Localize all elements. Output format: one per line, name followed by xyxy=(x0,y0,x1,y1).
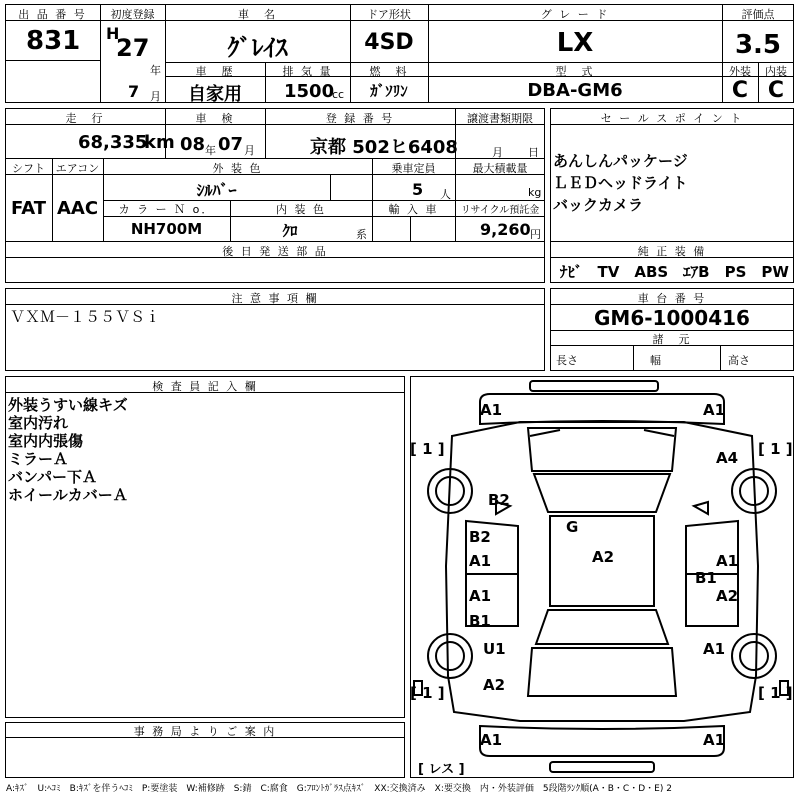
int-color: ｸﾛ xyxy=(282,222,298,240)
recycle-label: リサイクル預託金 xyxy=(460,205,540,216)
displacement: 1500 xyxy=(284,81,335,102)
import-label: 輸 入 車 xyxy=(388,203,439,216)
interior-grade: C xyxy=(767,78,785,103)
damage-mark: A1 xyxy=(703,640,726,658)
sales-point-item: あんしんパッケージ xyxy=(553,152,688,170)
damage-mark: B1 xyxy=(695,569,717,587)
damage-mark: B2 xyxy=(488,491,510,509)
equipment: ﾅﾋﾞ TV ABS ｴｱB PS PW xyxy=(560,263,789,281)
damage-mark: A2 xyxy=(483,676,506,694)
shift-label: シフト xyxy=(12,162,45,175)
fuel: ｶﾞｿﾘﾝ xyxy=(370,82,408,100)
mileage-label: 走 行 xyxy=(65,112,105,125)
reg-year: 27 xyxy=(116,34,150,62)
history-label: 車 歴 xyxy=(195,65,235,78)
tire-front-left: [ 1 ] xyxy=(410,440,445,458)
mileage: 68,335 xyxy=(78,132,148,153)
era: H xyxy=(106,24,120,43)
inspector-note: 外装うすい線キズ xyxy=(8,396,128,414)
sales-point-item: ＬＥＤヘッドライト xyxy=(553,174,688,192)
chassis-number: GM6-1000416 xyxy=(594,306,750,330)
damage-mark: B2 xyxy=(469,528,491,546)
damage-mark: A4 xyxy=(716,449,739,467)
color-no: NH700M xyxy=(130,220,203,238)
ext-color-label: 外 装 色 xyxy=(212,162,263,175)
damage-mark: A2 xyxy=(592,548,615,566)
car-name-label: 車 名 xyxy=(238,8,277,21)
chassis-label: 車 台 番 号 xyxy=(637,292,707,305)
int-color-label: 内 装 色 xyxy=(276,203,326,216)
plate-label: 登 録 番 号 xyxy=(325,112,395,125)
sales-point-item: バックカメラ xyxy=(553,196,644,214)
damage-mark: U1 xyxy=(483,640,506,658)
plate-number: 京都 502ヒ6408 xyxy=(310,137,458,158)
notes-label: 注 意 事 項 欄 xyxy=(231,292,319,305)
transfer-month: 月 xyxy=(492,146,503,159)
damage-mark: A2 xyxy=(716,587,739,605)
damage-mark: B1 xyxy=(469,612,491,630)
inspection-year-unit: 年 xyxy=(205,144,216,157)
inspector-label: 検 査 員 記 入 欄 xyxy=(152,380,258,393)
capacity-unit: 人 xyxy=(440,188,451,201)
inspector-note: ミラーＡ xyxy=(8,450,69,468)
lot-no: 831 xyxy=(26,26,81,56)
lot-no-label: 出 品 番 号 xyxy=(18,8,87,21)
exterior-label: 外装 xyxy=(729,65,751,78)
tire-rear-left: [ 1 ] xyxy=(410,684,445,702)
grade-label: グ レ ー ド xyxy=(540,8,610,21)
history: 自家用 xyxy=(188,84,242,105)
interior-label: 内装 xyxy=(765,65,787,78)
inspector-note: バンパー下Ａ xyxy=(8,468,97,486)
recycle-unit: 円 xyxy=(530,228,541,241)
inspector-note: ホイールカバーＡ xyxy=(8,486,128,504)
door-type: 4SD xyxy=(364,30,414,55)
damage-mark: A1 xyxy=(703,731,726,749)
grade: LX xyxy=(556,28,594,58)
reg-month-unit: 月 xyxy=(150,90,161,103)
office-label: 事 務 局 よ り ご 案 内 xyxy=(133,725,277,738)
shift: FAT xyxy=(10,198,47,219)
damage-mark: A1 xyxy=(469,552,492,570)
legend: A:ｷｽﾞ U:ﾍｺﾐ B:ｷｽﾞを伴うﾍｺﾐ P:要塗装 W:補修跡 S:錆 C:腐食 G:ﾌﾛﾝﾄｶﾞﾗｽ点ｷｽﾞ XX:交換済み X:要交換 内・外装評価 5段階ﾗﾝｸ順(A・B・C・D・E) 2 xyxy=(6,784,672,794)
tire-spare: [ レス ] xyxy=(418,762,465,777)
score: 3.5 xyxy=(734,30,782,60)
damage-mark: A1 xyxy=(469,587,492,605)
damage-mark: A1 xyxy=(716,552,739,570)
notes-text: ＶＸＭ－１５５ＶＳｉ xyxy=(10,308,161,326)
mileage-unit: km xyxy=(144,132,175,153)
inspection-month: 07 xyxy=(218,134,244,155)
displacement-label: 排 気 量 xyxy=(282,65,333,78)
max-load-unit: kg xyxy=(528,186,542,199)
height-label: 高さ xyxy=(728,354,750,367)
displacement-unit: cc xyxy=(332,88,345,101)
damage-mark: A1 xyxy=(703,401,726,419)
color-no-label: カ ラ ー Ｎ o． xyxy=(118,203,215,216)
reg-month: 7 xyxy=(128,82,140,101)
attached-parts-label: 後 日 発 送 部 品 xyxy=(222,245,328,258)
ext-color: ｼﾙﾊﾞｰ xyxy=(196,181,237,200)
inspector-note: 室内内張傷 xyxy=(8,432,84,450)
tire-front-right: [ 1 ] xyxy=(758,440,793,458)
equipment-label: 純 正 装 備 xyxy=(637,245,707,258)
tire-rear-right: [ 1 ] xyxy=(758,684,793,702)
capacity-label: 乗車定員 xyxy=(391,162,436,175)
aircon: AAC xyxy=(56,198,99,219)
transfer-day: 日 xyxy=(528,146,539,159)
inspection-month-unit: 月 xyxy=(244,144,255,157)
capacity: 5 xyxy=(412,180,424,199)
inspector-note: 室内汚れ xyxy=(8,414,69,432)
model-code: DBA-GM6 xyxy=(527,80,623,101)
sales-point-label: セ ー ル ス ポ イ ン ト xyxy=(600,112,744,125)
damage-mark: G xyxy=(566,518,579,536)
width-label: 幅 xyxy=(650,354,661,367)
reg-year-unit: 年 xyxy=(150,64,161,77)
score-label: 評価点 xyxy=(741,8,775,21)
first-reg-label: 初度登録 xyxy=(110,8,155,21)
aircon-label: エアコン xyxy=(55,162,100,175)
model-code-label: 型 式 xyxy=(555,65,595,78)
transfer-label: 譲渡書類期限 xyxy=(467,112,533,125)
recycle-fee: 9,260 xyxy=(480,220,531,239)
exterior-grade: C xyxy=(731,78,749,103)
car-name: ｸﾞﾚｲｽ xyxy=(227,34,288,62)
inspection-label: 車 検 xyxy=(195,112,235,125)
length-label: 長さ xyxy=(556,354,578,367)
dimensions-label: 諸 元 xyxy=(652,333,692,346)
int-color-suffix: 系 xyxy=(356,228,367,241)
damage-mark: A1 xyxy=(480,401,503,419)
fuel-label: 燃 料 xyxy=(369,65,409,78)
car-diagram xyxy=(410,376,794,778)
inspection-year: 08 xyxy=(180,134,206,155)
damage-mark: A1 xyxy=(480,731,503,749)
door-label: ドア形状 xyxy=(367,8,411,21)
max-load-label: 最大積載量 xyxy=(472,162,528,175)
